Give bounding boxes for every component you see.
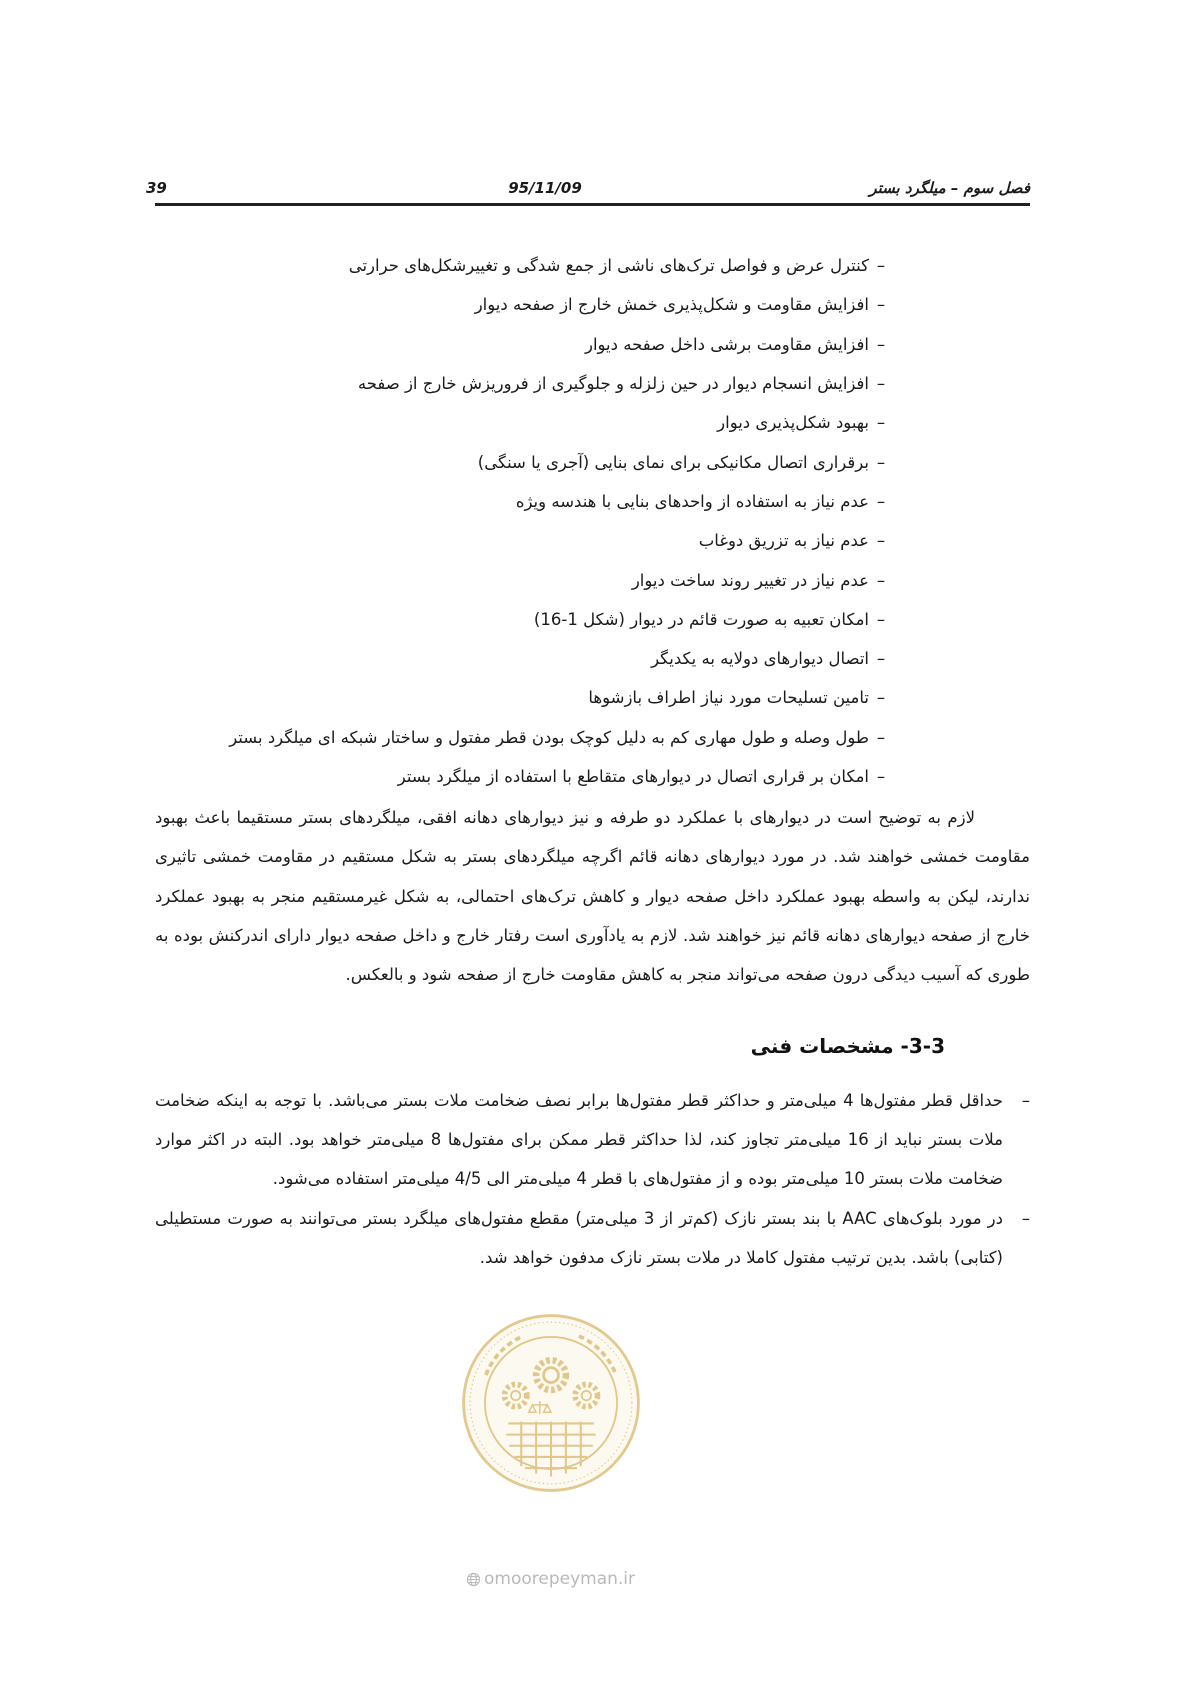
list-item (155, 600, 893, 639)
website-watermark (466, 1569, 635, 1589)
list-dash: – (876, 334, 886, 354)
list-dash: – (876, 727, 886, 747)
list-item-text: امکان تعبیه به صورت قائم در دیوار (شکل 1-16) (533, 609, 869, 629)
list-item (155, 639, 893, 678)
list-item (155, 1199, 1030, 1278)
list-dash: – (876, 295, 886, 315)
header-date: 95/11/09 (508, 179, 582, 197)
list-item (155, 521, 893, 560)
list-item-text: اتصال دیوارهای دولایه به یکدیگر (651, 649, 869, 669)
list-item-text: در مورد بلوک‌های AAC با بند بستر نازک (کم‌تر از 3 میلی‌متر) مقطع مفتول‌های میلگرد بستر می‌توانند به صورت مستطیلی (کتابی) باشد. بدین ترتیب مفتول کاملا در ملات بستر نازک مدفون خواهد شد. (155, 1208, 1004, 1267)
list-item-text: طول وصله و طول مهاری کم به دلیل کوچک بودن قطر مفتول و ساختار شبکه ای میلگرد بستر (229, 727, 869, 747)
list-dash: – (876, 374, 886, 394)
list-dash: – (876, 452, 886, 472)
list-dash: – (876, 491, 886, 511)
list-dash: – (876, 609, 886, 629)
list-dash: – (876, 570, 886, 590)
list-item (155, 403, 893, 442)
list-item (155, 560, 893, 599)
list-item (155, 757, 893, 796)
watermark-seal-logo (458, 1310, 644, 1496)
list-dash: – (876, 649, 886, 669)
list-dash: – (876, 767, 886, 786)
website-url: omoorepeyman.ir (484, 1569, 636, 1589)
header-rule (155, 203, 1030, 206)
list-item (155, 718, 893, 757)
list-item-text: امکان بر قراری اتصال در دیوارهای متقاطع با استفاده از میلگرد بستر (397, 767, 869, 786)
list-item-text: برقراری اتصال مکانیکی برای نمای بنایی (آجری یا سنگی) (477, 452, 869, 472)
globe-icon (466, 1572, 481, 1587)
page-body (155, 246, 1030, 1277)
list-item-text: افزایش مقاومت برشی داخل صفحه دیوار (584, 334, 869, 354)
list-item (155, 482, 893, 521)
benefits-list (155, 246, 1030, 796)
list-item (155, 442, 893, 481)
specs-list (155, 1081, 1030, 1277)
list-item-text: بهبود شکل‌پذیری دیوار (717, 413, 869, 433)
list-item (155, 246, 893, 285)
list-item (155, 1081, 1030, 1199)
list-dash: – (1021, 1090, 1030, 1110)
page-number: 39 (146, 179, 167, 197)
list-item-text: عدم نیاز به استفاده از واحدهای بنایی با هندسه ویژه (515, 491, 869, 511)
chapter-title: فصل سوم – میلگرد بستر (869, 179, 1030, 197)
list-item (155, 325, 893, 364)
section-heading: 3-3- مشخصات فنی (750, 1033, 945, 1058)
list-item-text: عدم نیاز به تزریق دوغاب (698, 531, 869, 551)
list-item-text: افزایش انسجام دیوار در حین زلزله و جلوگیری از فروریزش خارج از صفحه (357, 374, 869, 394)
list-item-text: عدم نیاز در تغییر روند ساخت دیوار (631, 570, 869, 590)
list-dash: – (876, 256, 886, 276)
list-dash: – (876, 413, 886, 433)
list-item (155, 285, 893, 324)
list-item-text: افزایش مقاومت و شکل‌پذیری خمش خارج از صفحه دیوار (474, 295, 869, 315)
list-item-text: کنترل عرض و فواصل ترک‌های ناشی از جمع شدگی و تغییرشکل‌های حرارتی (348, 256, 869, 276)
list-item (155, 678, 893, 717)
list-dash: – (876, 531, 886, 551)
list-item-text: تامین تسلیحات مورد نیاز اطراف بازشوها (588, 688, 869, 708)
body-paragraph: لازم به توضیح است در دیوارهای با عملکرد دو طرفه و نیز دیوارهای دهانه افقی، میلگردهای بستر مستقیما باعث بهبود مقاومت خمشی خواهند شد. در مورد دیوارهای دهانه قائم اگرچه میلگردهای بستر به شکل مستقیم در مقاومت خمشی تاثیری ندارند، لیکن به واسطه بهبود عملکرد داخل صفحه دیوار و کاهش ترک‌های احتمالی، به شکل غیرمستقیم منجر به بهبود عملکرد خارج از صفحه دیوارهای دهانه قائم نیز خواهند شد. لازم به یادآوری است رفتار خارج و داخل صفحه دیوار دارای اندرکنش بوده به طوری که آسیب دیدگی درون صفحه می‌تواند منجر به کاهش مقاومت خارج از صفحه شود و بالعکس. (155, 808, 1030, 985)
list-dash: – (1021, 1208, 1030, 1228)
list-item (155, 364, 893, 403)
list-item-text: حداقل قطر مفتول‌ها 4 میلی‌متر و حداکثر قطر مفتول‌ها برابر نصف ضخامت ملات بستر می‌باشد. با توجه به اینکه ضخامت ملات بستر نباید از 16 میلی‌متر تجاوز کند، لذا حداکثر قطر ممکن برای مفتول‌ها 8 میلی‌متر خواهد بود. البته در اکثر موارد ضخامت ملات بستر 10 میلی‌متر بوده و از مفتول‌های با قطر 4 میلی‌متر الی 4/5 میلی‌متر استفاده می‌شود. (155, 1090, 1004, 1189)
list-dash: – (876, 688, 886, 708)
